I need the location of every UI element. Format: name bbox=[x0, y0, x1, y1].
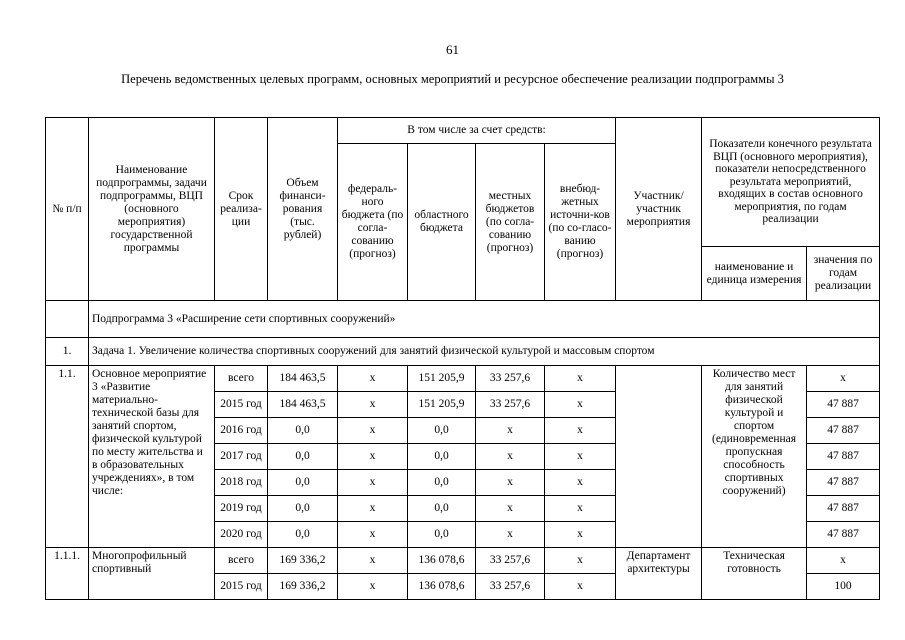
value-cell: 47 887 bbox=[807, 444, 880, 470]
term-cell: 2015 год bbox=[215, 392, 268, 418]
local-cell: 33 257,6 bbox=[476, 548, 545, 574]
value-cell: 47 887 bbox=[807, 496, 880, 522]
federal-cell: х bbox=[338, 574, 408, 600]
local-cell: х bbox=[476, 522, 545, 548]
federal-cell: х bbox=[338, 522, 408, 548]
header-participant: Участник/ участник мероприятия bbox=[616, 118, 702, 301]
task-row bbox=[46, 338, 880, 366]
local-cell: х bbox=[476, 444, 545, 470]
extra-cell: х bbox=[545, 470, 616, 496]
extra-cell: х bbox=[545, 548, 616, 574]
measure-1-1-1-num: 1.1.1. bbox=[46, 548, 89, 600]
extra-cell: х bbox=[545, 366, 616, 392]
value-cell: х bbox=[807, 548, 880, 574]
term-cell: всего bbox=[215, 548, 268, 574]
term-cell: 2018 год bbox=[215, 470, 268, 496]
extra-cell: х bbox=[545, 574, 616, 600]
subprogram-label: Подпрограмма 3 «Расширение сети спортивных сооружений» bbox=[89, 301, 880, 338]
regional-cell: 0,0 bbox=[408, 496, 476, 522]
term-cell: 2017 год bbox=[215, 444, 268, 470]
header-name: Наименование подпрограммы, задачи подпрограммы, ВЦП (основного мероприятия) государственной программы bbox=[89, 118, 215, 301]
measure-1-1-1-participant: Департамент архитектуры bbox=[616, 548, 702, 600]
header-sources-group: В том числе за счет средств: bbox=[338, 118, 616, 144]
volume-cell: 0,0 bbox=[268, 496, 338, 522]
local-cell: х bbox=[476, 470, 545, 496]
task-num: 1. bbox=[46, 338, 89, 366]
regional-cell: 136 078,6 bbox=[408, 574, 476, 600]
table-row bbox=[46, 548, 880, 574]
term-cell: 2016 год bbox=[215, 418, 268, 444]
federal-cell: х bbox=[338, 444, 408, 470]
regional-cell: 151 205,9 bbox=[408, 392, 476, 418]
volume-cell: 169 336,2 bbox=[268, 548, 338, 574]
header-indicator-values: значения по годам реализации bbox=[807, 247, 880, 301]
value-cell: 47 887 bbox=[807, 470, 880, 496]
task-label: Задача 1. Увеличение количества спортивных сооружений для занятий физической культурой и массовым спортом bbox=[89, 338, 880, 366]
program-table bbox=[45, 117, 880, 600]
local-cell: 33 257,6 bbox=[476, 392, 545, 418]
header-extra: внебюд-жетных источни-ков (по со-гласо-ванию (прогноз) bbox=[545, 144, 616, 301]
extra-cell: х bbox=[545, 496, 616, 522]
volume-cell: 0,0 bbox=[268, 444, 338, 470]
measure-1-1-1-name: Многопрофильный спортивный bbox=[89, 548, 215, 600]
value-cell: х bbox=[807, 366, 880, 392]
header-indicators-group: Показатели конечного результата ВЦП (основного мероприятия), показатели непосредственного результата мероприятий, входящих в состав основного мероприятия, по годам реализации bbox=[702, 118, 880, 247]
subprogram-row bbox=[46, 301, 880, 338]
header-row-1 bbox=[46, 118, 880, 144]
federal-cell: х bbox=[338, 366, 408, 392]
extra-cell: х bbox=[545, 444, 616, 470]
volume-cell: 0,0 bbox=[268, 418, 338, 444]
header-local: местных бюджетов (по согла-сованию (прогноз) bbox=[476, 144, 545, 301]
measure-1-1-indicator: Количество мест для занятий физической культурой и спортом (единовременная пропускная способность спортивных сооружений) bbox=[702, 366, 807, 548]
volume-cell: 0,0 bbox=[268, 522, 338, 548]
measure-1-1-name: Основное мероприятие 3 «Развитие материально-технической базы для занятий спортом, физической культурой по месту жительства и в образовательных учреждениях», в том числе: bbox=[89, 366, 215, 548]
federal-cell: х bbox=[338, 470, 408, 496]
regional-cell: 136 078,6 bbox=[408, 548, 476, 574]
volume-cell: 184 463,5 bbox=[268, 366, 338, 392]
value-cell: 47 887 bbox=[807, 392, 880, 418]
value-cell: 47 887 bbox=[807, 418, 880, 444]
regional-cell: 0,0 bbox=[408, 522, 476, 548]
local-cell: х bbox=[476, 496, 545, 522]
header-term: Срок реализа-ции bbox=[215, 118, 268, 301]
header-regional: областного бюджета bbox=[408, 144, 476, 301]
volume-cell: 184 463,5 bbox=[268, 392, 338, 418]
measure-1-1-1-indicator: Техническая готовность bbox=[702, 548, 807, 600]
local-cell: х bbox=[476, 418, 545, 444]
volume-cell: 169 336,2 bbox=[268, 574, 338, 600]
federal-cell: х bbox=[338, 392, 408, 418]
page-number: 61 bbox=[446, 42, 459, 57]
header-num: № п/п bbox=[46, 118, 89, 301]
local-cell: 33 257,6 bbox=[476, 574, 545, 600]
volume-cell: 0,0 bbox=[268, 470, 338, 496]
federal-cell: х bbox=[338, 496, 408, 522]
document-title: Перечень ведомственных целевых программ, основных мероприятий и ресурсное обеспечение реализации подпрограммы 3 bbox=[121, 72, 784, 86]
federal-cell: х bbox=[338, 418, 408, 444]
value-cell: 47 887 bbox=[807, 522, 880, 548]
extra-cell: х bbox=[545, 418, 616, 444]
term-cell: 2020 год bbox=[215, 522, 268, 548]
local-cell: 33 257,6 bbox=[476, 366, 545, 392]
header-volume: Объем финанси-рования (тыс. рублей) bbox=[268, 118, 338, 301]
measure-1-1-num: 1.1. bbox=[46, 366, 89, 548]
subprogram-num-cell bbox=[46, 301, 89, 338]
extra-cell: х bbox=[545, 522, 616, 548]
header-federal: федераль-ного бюджета (по согла-сованию (прогноз) bbox=[338, 144, 408, 301]
regional-cell: 0,0 bbox=[408, 470, 476, 496]
header-indicator-name: наименование и единица измерения bbox=[702, 247, 807, 301]
term-cell: всего bbox=[215, 366, 268, 392]
extra-cell: х bbox=[545, 392, 616, 418]
term-cell: 2015 год bbox=[215, 574, 268, 600]
federal-cell: х bbox=[338, 548, 408, 574]
measure-1-1-participant bbox=[616, 366, 702, 548]
regional-cell: 0,0 bbox=[408, 418, 476, 444]
regional-cell: 0,0 bbox=[408, 444, 476, 470]
table-row bbox=[46, 366, 880, 392]
term-cell: 2019 год bbox=[215, 496, 268, 522]
value-cell: 100 bbox=[807, 574, 880, 600]
regional-cell: 151 205,9 bbox=[408, 366, 476, 392]
